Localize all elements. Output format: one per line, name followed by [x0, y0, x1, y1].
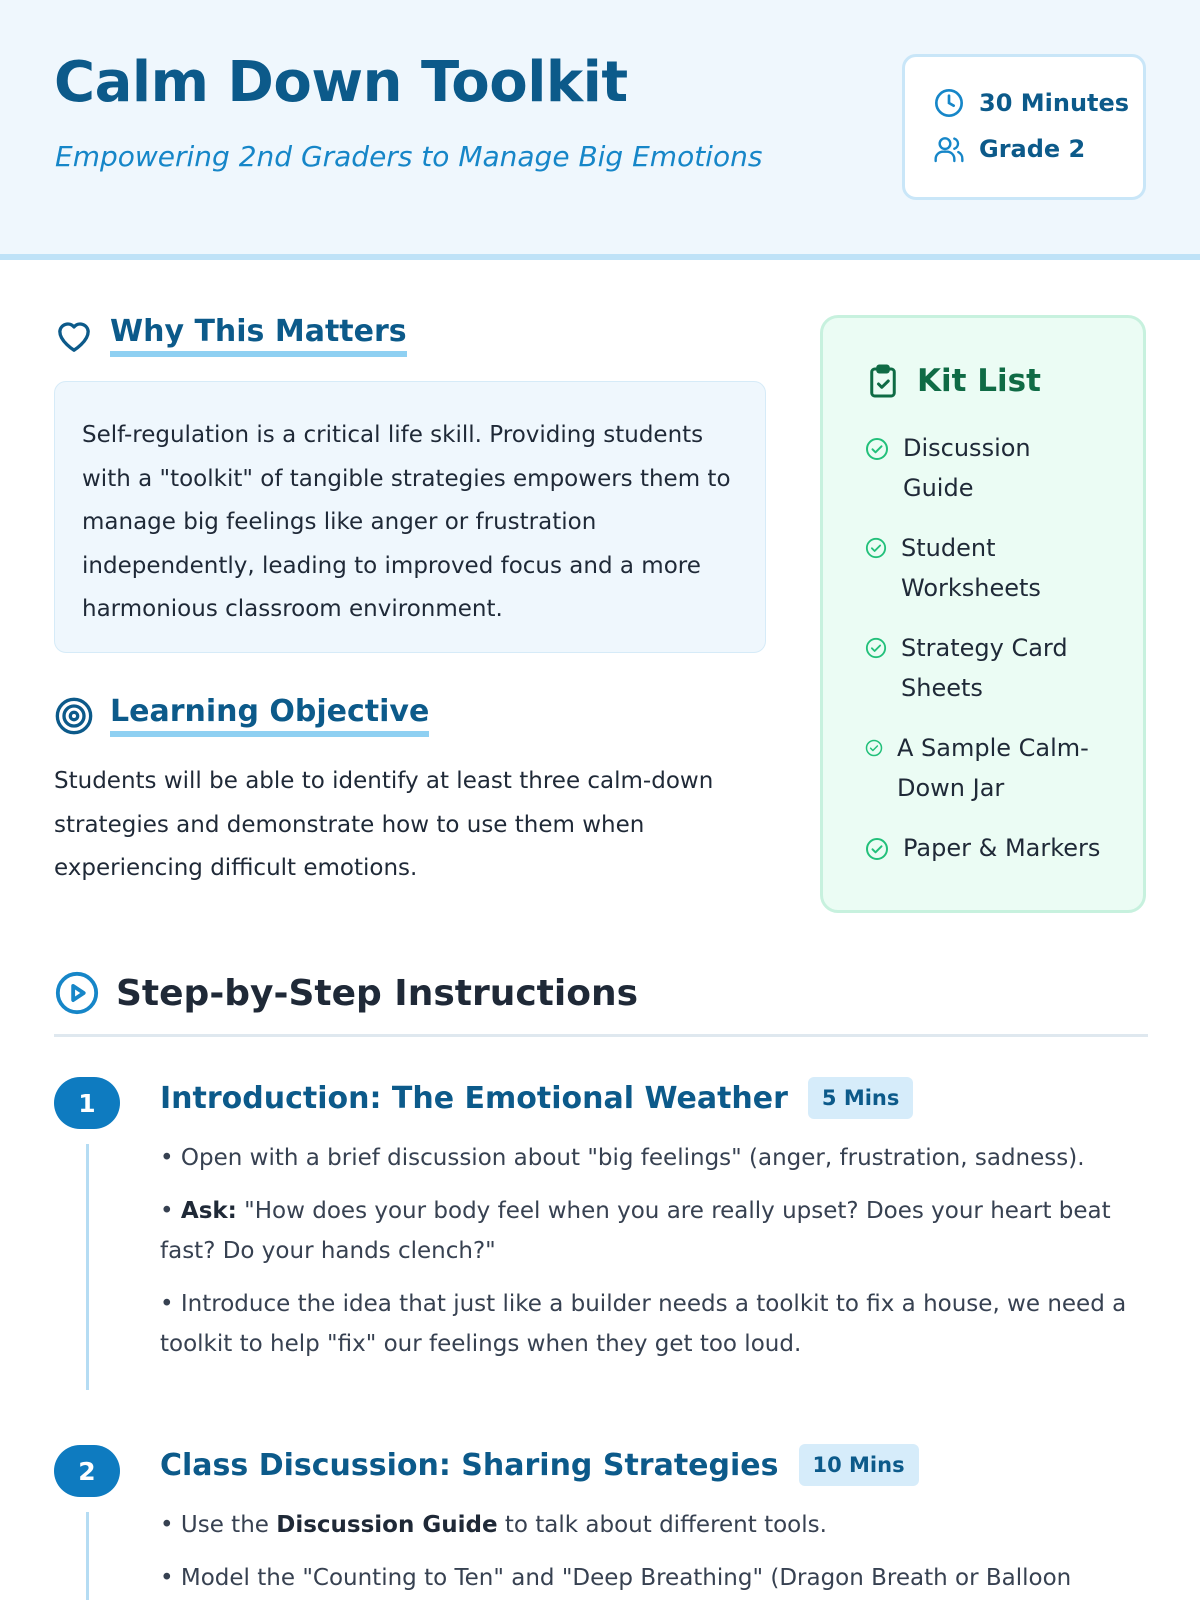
clock-icon [933, 87, 965, 119]
step-title: Introduction: The Emotional Weather [160, 1080, 788, 1116]
kit-title: Kit List [917, 363, 1041, 399]
target-icon [54, 696, 94, 736]
page-header [0, 0, 1200, 260]
check-circle-icon [865, 537, 887, 559]
heart-icon [54, 316, 94, 356]
page-title: Calm Down Toolkit [54, 50, 628, 115]
clipboard-check-icon [865, 362, 901, 400]
step-number: 1 [54, 1077, 120, 1129]
page-subtitle: Empowering 2nd Graders to Manage Big Emotions [55, 140, 763, 173]
kit-item [865, 428, 1115, 508]
step-duration-badge: 10 Mins [799, 1444, 919, 1486]
kit-list-card [820, 315, 1146, 913]
step-header [160, 1077, 913, 1119]
grade-row [933, 133, 1085, 165]
kit-item [865, 828, 1135, 868]
kit-item-label: Paper & Markers [903, 834, 1101, 862]
step-bullets [160, 1505, 1152, 1600]
step-title: Class Discussion: Sharing Strategies [160, 1447, 779, 1483]
check-circle-icon [865, 637, 887, 659]
play-circle-icon [54, 970, 100, 1016]
kit-item [865, 628, 1115, 708]
objective-heading [54, 694, 429, 737]
step-timeline [86, 1512, 89, 1600]
step-bullet: • Open with a brief discussion about "big feelings" (anger, frustration, sadness). [160, 1145, 1085, 1171]
kit-item-label: Student Worksheets [901, 534, 1041, 602]
objective-title: Learning Objective [110, 694, 429, 737]
section-divider [54, 1034, 1148, 1037]
kit-item [865, 728, 1125, 808]
kit-heading [865, 362, 1041, 400]
step-bullet: • Ask: "How does your body feel when you are really upset? Does your heart beat fast? Do your hands clench?" [160, 1198, 1111, 1264]
steps-title: Step-by-Step Instructions [116, 972, 639, 1014]
check-circle-icon [865, 739, 883, 757]
step-duration-badge: 5 Mins [808, 1077, 913, 1119]
steps-heading [54, 970, 638, 1016]
kit-item-label: A Sample Calm-Down Jar [897, 734, 1089, 802]
duration-label: 30 Minutes [979, 89, 1130, 117]
step-number: 2 [54, 1445, 120, 1497]
step-bullet: • Model the "Counting to Ten" and "Deep Breathing" (Dragon Breath or Balloon [160, 1565, 1072, 1591]
check-circle-icon [865, 437, 889, 461]
why-title: Why This Matters [110, 314, 407, 357]
users-icon [933, 133, 965, 165]
step-bullet: • Introduce the idea that just like a builder needs a toolkit to fix a house, we need a toolkit to help "fix" our feelings when they get too loud. [160, 1291, 1127, 1357]
step-bullets [160, 1138, 1152, 1377]
lesson-meta-card [902, 54, 1146, 200]
objective-body: Students will be able to identify at least three calm-down strategies and demonstrate how to use them when experiencing difficult emotions. [54, 768, 714, 881]
why-heading [54, 314, 407, 357]
duration-row [933, 87, 1129, 119]
why-body: Self-regulation is a critical life skill. Providing students with a "toolkit" of tangible strategies empowers them to manage big feelings like anger or frustration independently, leading to improved focus and a more harmonious classroom environment. [54, 381, 766, 653]
step-timeline [86, 1144, 89, 1390]
check-circle-icon [865, 837, 889, 861]
kit-item-label: Strategy Card Sheets [901, 634, 1068, 702]
kit-item-label: Discussion Guide [903, 434, 1031, 502]
step-bullet: • Use the Discussion Guide to talk about different tools. [160, 1512, 827, 1538]
grade-label: Grade 2 [979, 135, 1086, 163]
step-header [160, 1444, 919, 1486]
kit-item [865, 528, 1115, 608]
